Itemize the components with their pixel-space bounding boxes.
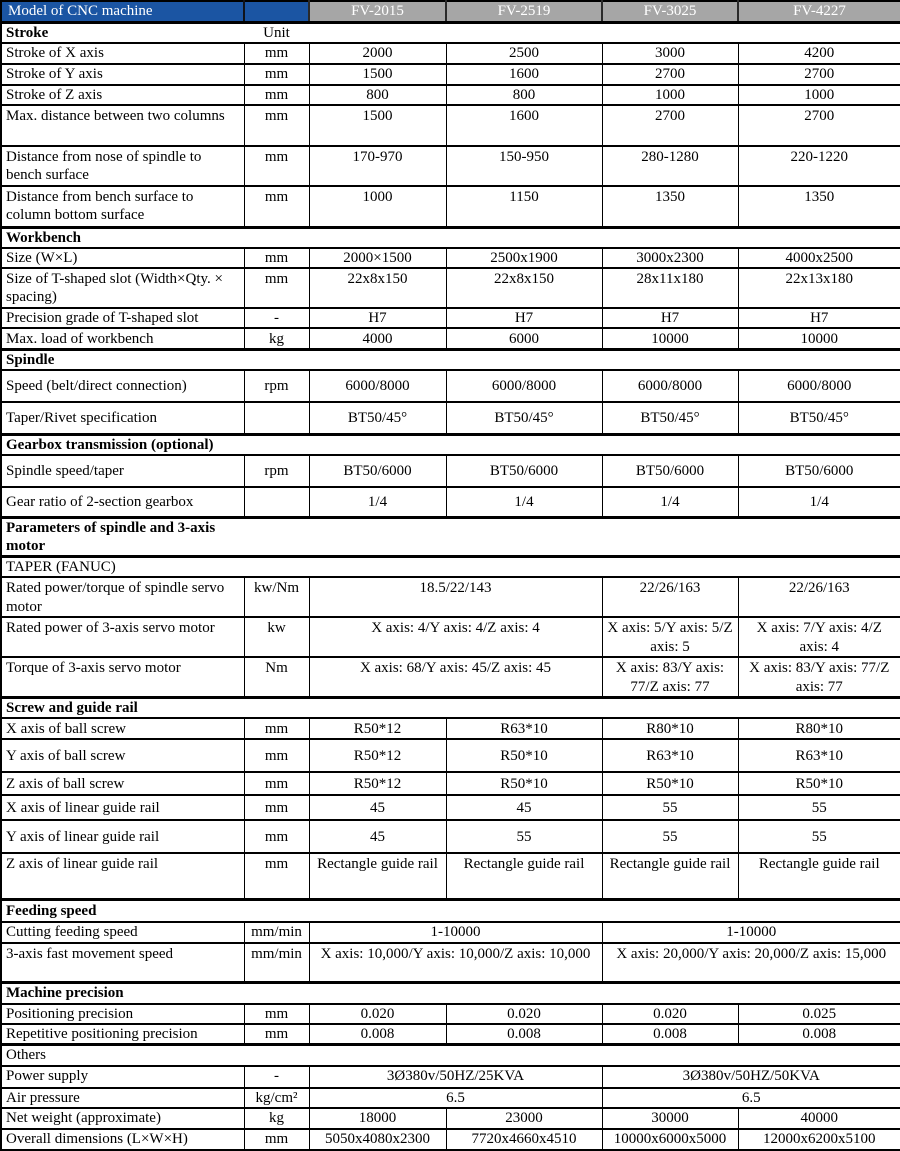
spec-value-cell: R50*10 xyxy=(446,739,602,772)
spec-value-cell: 55 xyxy=(602,795,738,820)
spec-value-cell: 1/4 xyxy=(446,487,602,517)
table-row xyxy=(1,517,900,557)
spec-row-label: X axis of linear guide rail xyxy=(1,795,244,820)
table-row xyxy=(1,455,900,487)
spec-row-unit: mm xyxy=(244,795,309,820)
spec-value-cell: BT50/6000 xyxy=(738,455,900,487)
spec-value-cell: Rectangle guide rail xyxy=(309,853,446,899)
spec-value-cell: 1500 xyxy=(309,105,446,146)
spec-value-cell: R80*10 xyxy=(738,718,900,739)
spec-row-unit: mm xyxy=(244,772,309,795)
section-title: Stroke xyxy=(1,22,244,43)
spec-row-unit: mm xyxy=(244,1024,309,1045)
spec-row-unit: mm xyxy=(244,186,309,227)
spec-value-cell: 22x8x150 xyxy=(309,268,446,308)
spec-value-cell: 1600 xyxy=(446,64,602,85)
section-spacer xyxy=(309,1045,900,1066)
spec-row-unit: rpm xyxy=(244,370,309,402)
spec-table-body xyxy=(1,1,900,1150)
table-row xyxy=(1,718,900,739)
spec-value-cell: 1/4 xyxy=(602,487,738,517)
spec-value-cell: 22/26/163 xyxy=(738,577,900,617)
section-title: Machine precision xyxy=(1,983,244,1004)
table-row xyxy=(1,1129,900,1150)
spec-row-label: Rated power of 3-axis servo motor xyxy=(1,617,244,657)
table-row xyxy=(1,657,900,697)
spec-value-cell: 10000 xyxy=(602,328,738,349)
spec-value-cell: 6000 xyxy=(446,328,602,349)
spec-value-cell: 10000x6000x5000 xyxy=(602,1129,738,1150)
spec-row-unit: mm xyxy=(244,718,309,739)
section-spacer xyxy=(309,899,900,922)
spec-value-cell: H7 xyxy=(738,308,900,328)
spec-row-unit: mm xyxy=(244,268,309,308)
spec-row-unit: mm xyxy=(244,64,309,85)
spec-row-unit: mm xyxy=(244,105,309,146)
spec-value-cell: 4000 xyxy=(309,328,446,349)
spec-value-cell: X axis: 83/Y axis: 77/Z axis: 77 xyxy=(602,657,738,697)
spec-row-label: Air pressure xyxy=(1,1088,244,1108)
spec-value-cell: 1600 xyxy=(446,105,602,146)
spec-value-cell: X axis: 68/Y axis: 45/Z axis: 45 xyxy=(309,657,602,697)
spec-value-cell: 0.008 xyxy=(309,1024,446,1045)
section-unit-label xyxy=(244,349,309,370)
spec-value-cell: 1000 xyxy=(602,85,738,105)
spec-row-label: Torque of 3-axis servo motor xyxy=(1,657,244,697)
table-row xyxy=(1,85,900,105)
spec-row-unit: mm xyxy=(244,820,309,853)
spec-row-label: Overall dimensions (L×W×H) xyxy=(1,1129,244,1150)
section-title: Screw and guide rail xyxy=(1,698,244,719)
spec-value-cell: 2700 xyxy=(738,105,900,146)
spec-value-cell: 22x13x180 xyxy=(738,268,900,308)
spec-row-label: Rated power/torque of spindle servo motor xyxy=(1,577,244,617)
spec-value-cell: BT50/6000 xyxy=(309,455,446,487)
section-title: Parameters of spindle and 3-axis motor xyxy=(1,517,244,557)
spec-value-cell: 6000/8000 xyxy=(738,370,900,402)
spec-value-cell: 0.020 xyxy=(446,1004,602,1024)
spec-value-cell: 2700 xyxy=(738,64,900,85)
spec-row-label: X axis of ball screw xyxy=(1,718,244,739)
spec-value-cell: 1/4 xyxy=(309,487,446,517)
spec-value-cell: Rectangle guide rail xyxy=(738,853,900,899)
spec-value-cell: X axis: 83/Y axis: 77/Z axis: 77 xyxy=(738,657,900,697)
spec-row-unit: mm xyxy=(244,146,309,186)
section-unit-label xyxy=(244,557,309,578)
model-header-fv-4227: FV-4227 xyxy=(738,1,900,22)
spec-value-cell: BT50/45° xyxy=(309,402,446,434)
spec-value-cell: 1500 xyxy=(309,64,446,85)
spec-value-cell: 55 xyxy=(602,820,738,853)
spec-value-cell: 45 xyxy=(309,795,446,820)
section-unit-label xyxy=(244,434,309,455)
spec-value-cell: 6.5 xyxy=(602,1088,900,1108)
spec-value-cell: 1000 xyxy=(309,186,446,227)
table-row xyxy=(1,922,900,942)
spec-value-cell: 55 xyxy=(446,820,602,853)
table-row xyxy=(1,943,900,983)
section-spacer xyxy=(309,22,900,43)
spec-value-cell: 55 xyxy=(738,820,900,853)
section-title: Feeding speed xyxy=(1,899,244,922)
table-row xyxy=(1,268,900,308)
spec-value-cell: 6000/8000 xyxy=(446,370,602,402)
spec-row-unit: - xyxy=(244,1066,309,1088)
spec-row-label: Z axis of ball screw xyxy=(1,772,244,795)
spec-row-label: Power supply xyxy=(1,1066,244,1088)
spec-value-cell: R63*10 xyxy=(602,739,738,772)
spec-row-unit: - xyxy=(244,308,309,328)
spec-row-unit: kg/cm² xyxy=(244,1088,309,1108)
spec-value-cell: 55 xyxy=(738,795,900,820)
spec-value-cell: X axis: 4/Y axis: 4/Z axis: 4 xyxy=(309,617,602,657)
section-spacer xyxy=(309,434,900,455)
section-title: TAPER (FANUC) xyxy=(1,557,244,578)
spec-row-label: Stroke of Y axis xyxy=(1,64,244,85)
spec-row-unit xyxy=(244,402,309,434)
spec-value-cell: R80*10 xyxy=(602,718,738,739)
spec-value-cell: 12000x6200x5100 xyxy=(738,1129,900,1150)
spec-value-cell: R50*10 xyxy=(446,772,602,795)
spec-value-cell: X axis: 10,000/Y axis: 10,000/Z axis: 10,000 xyxy=(309,943,602,983)
spec-value-cell: 45 xyxy=(446,795,602,820)
spec-value-cell: Rectangle guide rail xyxy=(446,853,602,899)
section-unit-label xyxy=(244,517,309,557)
section-unit-label xyxy=(244,698,309,719)
section-spacer xyxy=(309,557,900,578)
spec-value-cell: 2000 xyxy=(309,43,446,64)
table-row xyxy=(1,487,900,517)
spec-row-label: 3-axis fast movement speed xyxy=(1,943,244,983)
spec-row-unit: mm xyxy=(244,85,309,105)
spec-row-label: Repetitive positioning precision xyxy=(1,1024,244,1045)
spec-value-cell: 5050x4080x2300 xyxy=(309,1129,446,1150)
spec-value-cell: 170-970 xyxy=(309,146,446,186)
spec-row-label: Y axis of ball screw xyxy=(1,739,244,772)
spec-row-label: Stroke of X axis xyxy=(1,43,244,64)
spec-row-unit: mm xyxy=(244,248,309,268)
table-row xyxy=(1,248,900,268)
spec-value-cell: 0.008 xyxy=(738,1024,900,1045)
section-unit-label xyxy=(244,899,309,922)
table-row xyxy=(1,105,900,146)
spec-row-unit: Nm xyxy=(244,657,309,697)
model-header-title: Model of CNC machine xyxy=(1,1,244,22)
table-row xyxy=(1,22,900,43)
spec-value-cell: 18000 xyxy=(309,1108,446,1129)
spec-row-label: Distance from bench surface to column bottom surface xyxy=(1,186,244,227)
section-spacer xyxy=(309,983,900,1004)
table-row xyxy=(1,899,900,922)
spec-row-label: Speed (belt/direct connection) xyxy=(1,370,244,402)
spec-row-unit: mm/min xyxy=(244,922,309,942)
table-row xyxy=(1,1108,900,1129)
section-unit-label xyxy=(244,1045,309,1066)
spec-row-label: Precision grade of T-shaped slot xyxy=(1,308,244,328)
spec-value-cell: R50*12 xyxy=(309,718,446,739)
spec-value-cell: 18.5/22/143 xyxy=(309,577,602,617)
table-row xyxy=(1,370,900,402)
spec-value-cell: 4000x2500 xyxy=(738,248,900,268)
spec-value-cell: 1-10000 xyxy=(309,922,602,942)
spec-value-cell: 6.5 xyxy=(309,1088,602,1108)
table-row xyxy=(1,983,900,1004)
table-row xyxy=(1,434,900,455)
spec-row-unit: mm xyxy=(244,853,309,899)
table-row xyxy=(1,1045,900,1066)
table-row xyxy=(1,795,900,820)
table-row xyxy=(1,43,900,64)
spec-value-cell: 23000 xyxy=(446,1108,602,1129)
spec-row-unit: mm/min xyxy=(244,943,309,983)
model-header-fv-2015: FV-2015 xyxy=(309,1,446,22)
spec-row-unit: mm xyxy=(244,1004,309,1024)
spec-value-cell: 30000 xyxy=(602,1108,738,1129)
spec-value-cell: 2000×1500 xyxy=(309,248,446,268)
spec-row-label: Taper/Rivet specification xyxy=(1,402,244,434)
section-spacer xyxy=(309,698,900,719)
spec-value-cell: 3Ø380v/50HZ/50KVA xyxy=(602,1066,900,1088)
table-row xyxy=(1,402,900,434)
spec-value-cell: 0.008 xyxy=(446,1024,602,1045)
spec-value-cell: 6000/8000 xyxy=(602,370,738,402)
section-spacer xyxy=(309,227,900,248)
spec-value-cell: 1-10000 xyxy=(602,922,900,942)
spec-value-cell: 4200 xyxy=(738,43,900,64)
section-unit-label: Unit xyxy=(244,22,309,43)
spec-value-cell: H7 xyxy=(602,308,738,328)
table-row xyxy=(1,853,900,899)
spec-value-cell: 1/4 xyxy=(738,487,900,517)
spec-value-cell: 2500 xyxy=(446,43,602,64)
spec-value-cell: X axis: 7/Y axis: 4/Z axis: 4 xyxy=(738,617,900,657)
spec-value-cell: 150-950 xyxy=(446,146,602,186)
spec-row-unit: kw/Nm xyxy=(244,577,309,617)
spec-value-cell: 3000 xyxy=(602,43,738,64)
table-row xyxy=(1,820,900,853)
spec-value-cell: 1350 xyxy=(602,186,738,227)
spec-row-label: Max. load of workbench xyxy=(1,328,244,349)
spec-row-unit xyxy=(244,487,309,517)
spec-row-unit: mm xyxy=(244,1129,309,1150)
spec-value-cell: 800 xyxy=(446,85,602,105)
spec-value-cell: H7 xyxy=(309,308,446,328)
spec-row-label: Spindle speed/taper xyxy=(1,455,244,487)
spec-row-label: Max. distance between two columns xyxy=(1,105,244,146)
spec-row-unit: kw xyxy=(244,617,309,657)
table-row xyxy=(1,308,900,328)
spec-value-cell: R50*12 xyxy=(309,772,446,795)
spec-row-label: Distance from nose of spindle to bench surface xyxy=(1,146,244,186)
spec-value-cell: 3000x2300 xyxy=(602,248,738,268)
spec-value-cell: 2700 xyxy=(602,105,738,146)
spec-row-unit: mm xyxy=(244,43,309,64)
spec-value-cell: 40000 xyxy=(738,1108,900,1129)
table-row xyxy=(1,146,900,186)
spec-value-cell: BT50/6000 xyxy=(446,455,602,487)
spec-row-label: Cutting feeding speed xyxy=(1,922,244,942)
spec-value-cell: 45 xyxy=(309,820,446,853)
spec-row-unit: mm xyxy=(244,739,309,772)
spec-row-label: Size (W×L) xyxy=(1,248,244,268)
table-row xyxy=(1,739,900,772)
spec-row-label: Size of T-shaped slot (Width×Qty. × spacing) xyxy=(1,268,244,308)
table-row xyxy=(1,698,900,719)
section-title: Workbench xyxy=(1,227,244,248)
spec-value-cell: 2500x1900 xyxy=(446,248,602,268)
table-row xyxy=(1,227,900,248)
spec-value-cell: H7 xyxy=(446,308,602,328)
table-row xyxy=(1,349,900,370)
table-row xyxy=(1,772,900,795)
spec-value-cell: 2700 xyxy=(602,64,738,85)
spec-value-cell: 7720x4660x4510 xyxy=(446,1129,602,1150)
spec-value-cell: 0.008 xyxy=(602,1024,738,1045)
spec-value-cell: 6000/8000 xyxy=(309,370,446,402)
model-header-fv-2519: FV-2519 xyxy=(446,1,602,22)
spec-row-label: Z axis of linear guide rail xyxy=(1,853,244,899)
spec-row-label: Net weight (approximate) xyxy=(1,1108,244,1129)
spec-value-cell: Rectangle guide rail xyxy=(602,853,738,899)
spec-row-unit: kg xyxy=(244,328,309,349)
spec-value-cell: 1150 xyxy=(446,186,602,227)
model-header-fv-3025: FV-3025 xyxy=(602,1,738,22)
spec-row-label: Y axis of linear guide rail xyxy=(1,820,244,853)
spec-value-cell: 22/26/163 xyxy=(602,577,738,617)
table-row xyxy=(1,186,900,227)
spec-value-cell: R50*10 xyxy=(738,772,900,795)
section-title: Gearbox transmission (optional) xyxy=(1,434,244,455)
spec-value-cell: BT50/6000 xyxy=(602,455,738,487)
spec-value-cell: R63*10 xyxy=(738,739,900,772)
spec-value-cell: 220-1220 xyxy=(738,146,900,186)
spec-value-cell: 0.020 xyxy=(309,1004,446,1024)
model-header-unit-cell xyxy=(244,1,309,22)
spec-value-cell: BT50/45° xyxy=(602,402,738,434)
spec-value-cell: 10000 xyxy=(738,328,900,349)
spec-value-cell: 1000 xyxy=(738,85,900,105)
table-row xyxy=(1,1088,900,1108)
spec-value-cell: BT50/45° xyxy=(446,402,602,434)
spec-value-cell: 3Ø380v/50HZ/25KVA xyxy=(309,1066,602,1088)
spec-row-unit: kg xyxy=(244,1108,309,1129)
spec-value-cell: R63*10 xyxy=(446,718,602,739)
section-spacer xyxy=(309,517,900,557)
spec-value-cell: X axis: 5/Y axis: 5/Z axis: 5 xyxy=(602,617,738,657)
section-title: Others xyxy=(1,1045,244,1066)
spec-value-cell: 280-1280 xyxy=(602,146,738,186)
table-row xyxy=(1,328,900,349)
table-row xyxy=(1,617,900,657)
section-spacer xyxy=(309,349,900,370)
spec-row-label: Positioning precision xyxy=(1,1004,244,1024)
spec-value-cell: 22x8x150 xyxy=(446,268,602,308)
table-row xyxy=(1,1004,900,1024)
spec-value-cell: BT50/45° xyxy=(738,402,900,434)
spec-row-label: Stroke of Z axis xyxy=(1,85,244,105)
spec-value-cell: 800 xyxy=(309,85,446,105)
table-row xyxy=(1,1,900,22)
spec-value-cell: 0.020 xyxy=(602,1004,738,1024)
spec-value-cell: R50*12 xyxy=(309,739,446,772)
spec-value-cell: 1350 xyxy=(738,186,900,227)
table-row xyxy=(1,577,900,617)
spec-value-cell: 0.025 xyxy=(738,1004,900,1024)
table-row xyxy=(1,64,900,85)
spec-value-cell: R50*10 xyxy=(602,772,738,795)
spec-row-unit: rpm xyxy=(244,455,309,487)
section-unit-label xyxy=(244,227,309,248)
spec-value-cell: 28x11x180 xyxy=(602,268,738,308)
section-title: Spindle xyxy=(1,349,244,370)
section-unit-label xyxy=(244,983,309,1004)
table-row xyxy=(1,557,900,578)
spec-value-cell: X axis: 20,000/Y axis: 20,000/Z axis: 15,000 xyxy=(602,943,900,983)
table-row xyxy=(1,1066,900,1088)
table-row xyxy=(1,1024,900,1045)
spec-row-label: Gear ratio of 2-section gearbox xyxy=(1,487,244,517)
